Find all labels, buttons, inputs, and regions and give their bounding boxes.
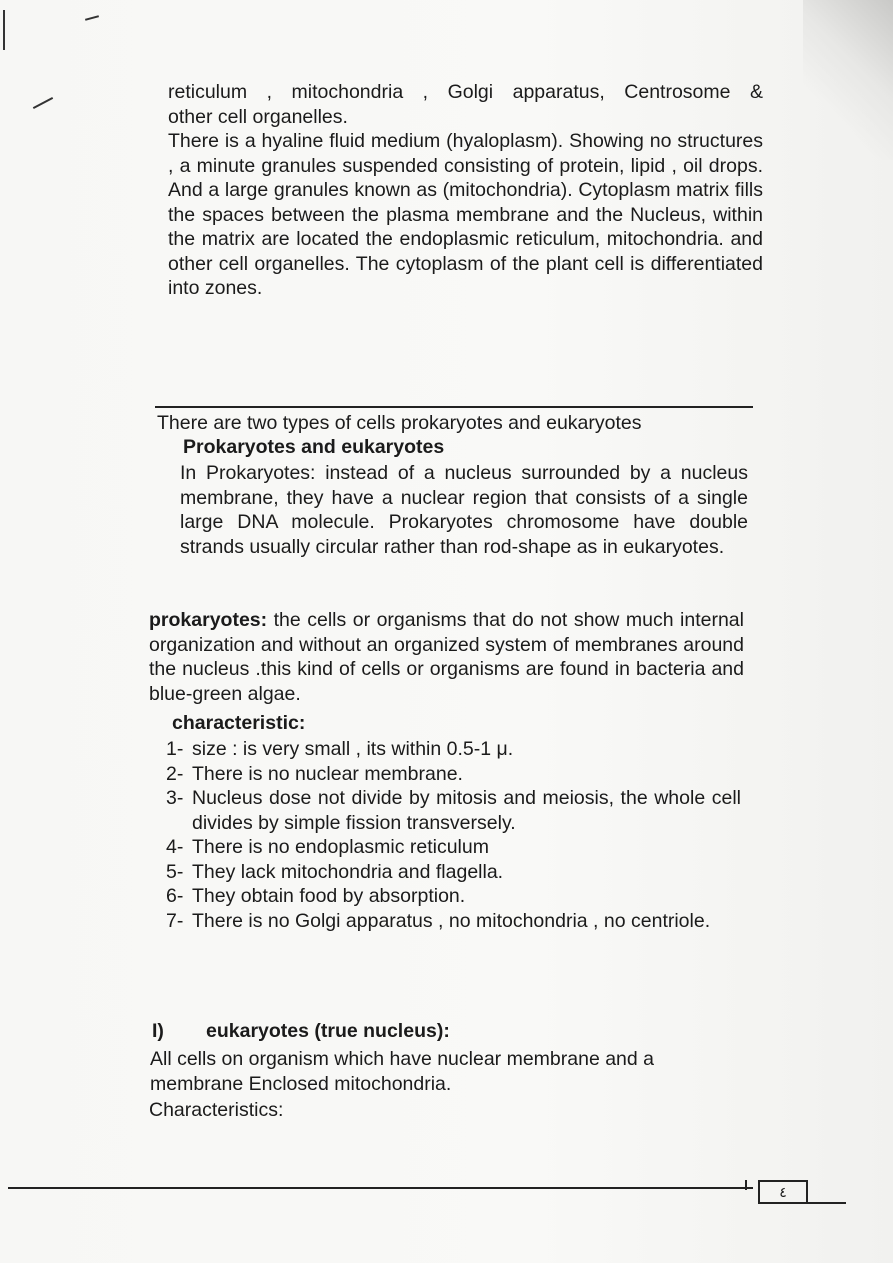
list-item xyxy=(166,835,741,860)
eukaryotes-characteristics-label: Characteristics: xyxy=(149,1099,284,1121)
footer-rule-tail xyxy=(806,1202,846,1204)
section-divider xyxy=(155,406,753,408)
list-item-text: Nucleus dose not divide by mitosis and meiosis, the whole cell divides by simple fission transversely. xyxy=(192,787,741,834)
list-item xyxy=(166,762,741,787)
types-heading: Prokaryotes and eukaryotes xyxy=(183,436,445,458)
eukaryotes-heading xyxy=(152,1019,712,1044)
top-paragraph-line2: other cell organelles. xyxy=(168,105,348,128)
top-paragraph-line1: reticulum , mitochondria , Golgi apparatus, Centrosome & xyxy=(168,81,763,103)
eukaryotes-body: All cells on organism which have nuclear membrane and a membrane Enclosed mitochondria. xyxy=(150,1048,655,1095)
list-item xyxy=(166,737,741,762)
scan-corner-shadow xyxy=(803,0,893,160)
list-item-number: 5- xyxy=(166,860,184,883)
types-body: In Prokaryotes: instead of a nucleus surrounded by a nucleus membrane, they have a nuclear region that consists of a single large DNA molecule. Prokaryotes chromosome have double strands usually circular rather than rod-shape as in eukaryotes. xyxy=(180,462,748,558)
footer-rule xyxy=(8,1187,753,1189)
characteristic-list xyxy=(166,737,741,933)
scan-artifact-dash xyxy=(33,97,53,109)
eukaryotes-heading-text: eukaryotes (true nucleus): xyxy=(206,1020,450,1042)
scan-artifact-left-bar xyxy=(3,10,5,50)
list-item-number: 3- xyxy=(166,787,184,809)
eukaryotes-numeral: I) xyxy=(152,1020,164,1042)
list-item-text: There is no endoplasmic reticulum xyxy=(192,836,489,858)
list-item-text: There is no nuclear membrane. xyxy=(192,762,463,785)
list-item-text: They lack mitochondria and flagella. xyxy=(192,860,504,883)
types-intro: There are two types of cells prokaryotes and eukaryotes xyxy=(157,412,642,434)
list-item-number: 7- xyxy=(166,909,184,932)
list-item-text: They obtain food by absorption. xyxy=(192,885,466,907)
characteristic-heading: characteristic: xyxy=(172,712,306,734)
list-item-number: 2- xyxy=(166,762,184,785)
prokaryotes-term: prokaryotes: xyxy=(149,609,268,631)
list-item xyxy=(166,909,741,934)
list-item-text: size : is very small , its within 0.5-1 μ. xyxy=(192,738,514,760)
prokaryotes-definition xyxy=(149,608,744,706)
list-item xyxy=(166,884,741,909)
top-paragraph-body: There is a hyaline fluid medium (hyaloplasm). Showing no structures , a minute granules suspended consisting of protein, lipid , oil drops. And a large granules known as (mitochondria). Cytoplasm matrix fills the spaces between the plasma membrane and the Nucleus, within the matrix are located the endoplasmic reticulum, mitochondria. and other cell organelles. The cytoplasm of the plant cell is differentiated into zones. xyxy=(168,130,763,299)
scan-artifact-dash xyxy=(85,15,99,21)
list-item-number: 1- xyxy=(166,738,184,760)
footer-rule-bracket xyxy=(745,1180,747,1190)
list-item xyxy=(166,786,741,835)
list-item xyxy=(166,860,741,885)
top-paragraph xyxy=(168,80,763,301)
list-item-number: 4- xyxy=(166,836,184,858)
page-number: ٤ xyxy=(758,1180,808,1204)
prokaryotes-definition-text: the cells or organisms that do not show much internal organization and without an organized system of membranes around the nucleus .this kind of cells or organisms are found in bacteria and blue-green algae. xyxy=(149,609,744,705)
list-item-text: There is no Golgi apparatus , no mitochondria , no centriole. xyxy=(192,909,711,932)
list-item-number: 6- xyxy=(166,885,184,907)
